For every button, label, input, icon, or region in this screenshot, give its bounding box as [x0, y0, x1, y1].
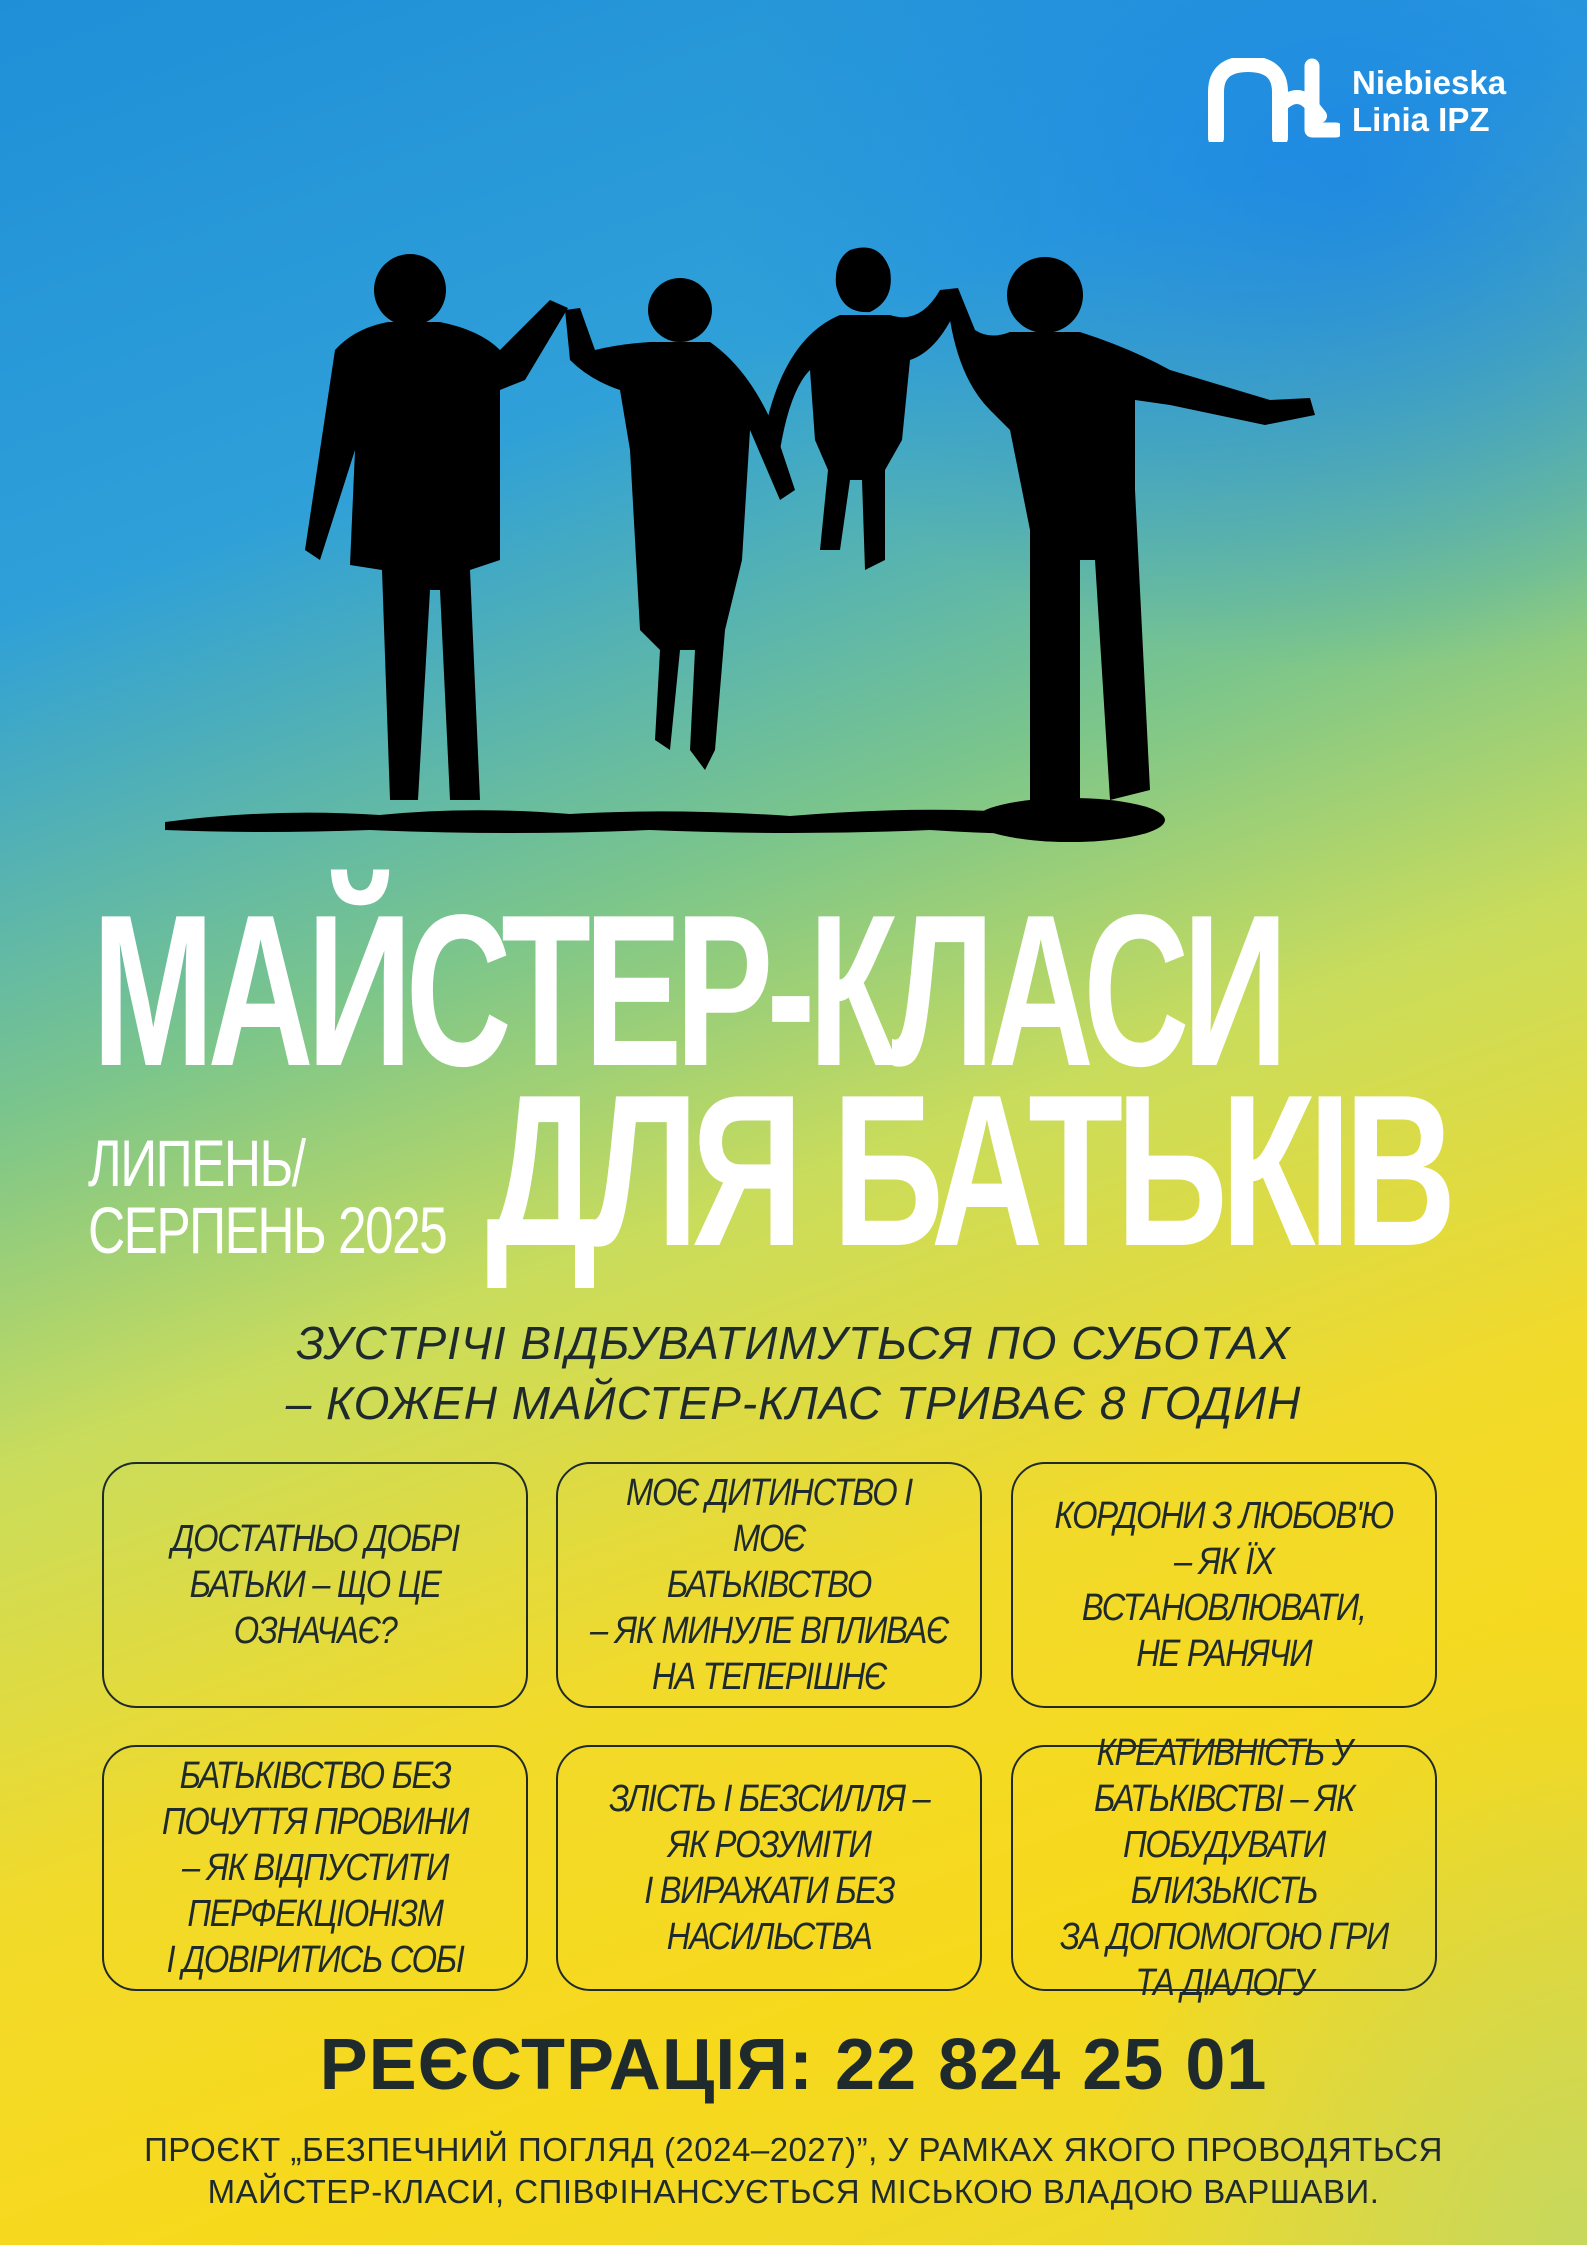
topic-text: КРЕАТИВНІСТЬ У БАТЬКІВСТВІ – ЯК ПОБУДУВАТИ БЛИЗЬКІСТЬ ЗА ДОПОМОГОЮ ГРИ ТА ДІАЛОГУ — [1059, 1732, 1389, 2004]
registration-phone: РЕЄСТРАЦІЯ: 22 824 25 01 — [319, 2025, 1268, 2105]
nl-logo-icon — [1208, 58, 1340, 142]
logo — [1208, 56, 1548, 146]
logo-line-1: Niebieska — [1352, 64, 1507, 101]
topic-text: БАТЬКІВСТВО БЕЗ ПОЧУТТЯ ПРОВИНИ – ЯК ВІДПУСТИТИ ПЕРФЕКЦІОНІЗМ І ДОВІРИТИСЬ СОБІ — [161, 1755, 469, 1981]
topic-text: МОЄ ДИТИНСТВО І МОЄ БАТЬКІВСТВО – ЯК МИНУЛЕ ВПЛИВАЄ НА ТЕПЕРІШНЄ — [590, 1472, 948, 1698]
logo-line-2: Linia IPZ — [1352, 101, 1490, 138]
subtitle-line-1: ЗУСТРІЧІ ВІДБУВАТИМУТЬСЯ ПО СУБОТАХ — [296, 1317, 1291, 1369]
subtitle-line-2: – КОЖЕН МАЙСТЕР-КЛАС ТРИВАЄ 8 ГОДИН — [285, 1377, 1302, 1429]
topic-box — [556, 1462, 982, 1708]
date-line-1: ЛИПЕНЬ/ — [88, 1126, 305, 1200]
topic-box — [102, 1462, 528, 1708]
logo-text — [1352, 64, 1506, 138]
topic-text: ЗЛІСТЬ І БЕЗСИЛЛЯ – ЯК РОЗУМІТИ І ВИРАЖАТИ БЕЗ НАСИЛЬСТВА — [608, 1778, 930, 1958]
footer-line-1: ПРОЄКТ „БЕЗПЕЧНИЙ ПОГЛЯД (2024–2027)”, У РАМКАХ ЯКОГО ПРОВОДЯТЬСЯ — [144, 2131, 1443, 2168]
date-line-2: СЕРПЕНЬ 2025 — [88, 1193, 447, 1267]
topic-box — [556, 1745, 982, 1991]
topic-box — [1011, 1732, 1437, 2004]
topic-box — [1011, 1462, 1437, 1708]
topic-text: КОРДОНИ З ЛЮБОВ'Ю – ЯК ЇХ ВСТАНОВЛЮВАТИ, НЕ РАНЯЧИ — [1054, 1495, 1394, 1675]
footer-line-2: МАЙСТЕР-КЛАСИ, СПІВФІНАНСУЄТЬСЯ МІСЬКОЮ ВЛАДОЮ ВАРШАВИ. — [207, 2173, 1380, 2210]
title-line-2: ДЛЯ БАТЬКІВ — [486, 1049, 1450, 1291]
family-silhouette — [150, 230, 1400, 850]
title-line-1: МАЙСТЕР-КЛАСИ — [92, 869, 1282, 1111]
topic-text: ДОСТАТНЬО ДОБРІ БАТЬКИ – ЩО ЦЕ ОЗНАЧАЄ? — [171, 1518, 459, 1652]
topic-box — [102, 1745, 528, 1991]
